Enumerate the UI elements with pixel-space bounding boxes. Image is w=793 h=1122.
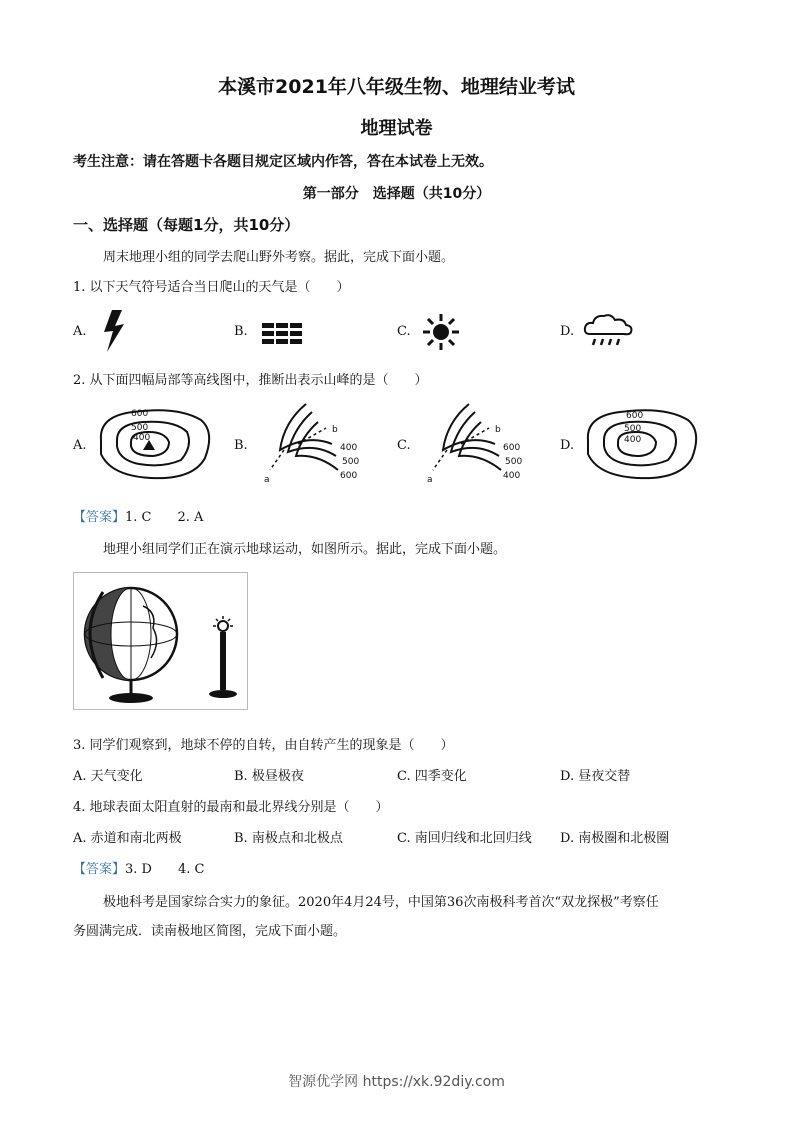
group2-intro: 地理小组同学们正在演示地球运动，如图所示。据此，完成下面小题。 (103, 542, 507, 557)
q1-option-a: A. (73, 324, 87, 339)
contour-map-b (254, 400, 364, 486)
contour-label: 400 (133, 433, 151, 443)
group1-intro: 周末地理小组的同学去爬山野外考察。据此，完成下面小题。 (103, 250, 455, 265)
exam-title: 本溪市2021年八年级生物、地理结业考试 (218, 76, 575, 98)
svg-text:500: 500 (505, 457, 523, 467)
q4-option-c: C. 南回归线和北回归线 (397, 831, 532, 846)
answer-tag: 【答案】 (73, 862, 126, 877)
answer-text: 3. D 4. C (125, 862, 205, 877)
answer-3-4 (73, 858, 204, 877)
q4-stem: 4. 地球表面太阳直射的最南和最北界线分别是（ ） (73, 800, 389, 815)
answer-tag: 【答案】 (73, 510, 126, 525)
exam-subtitle: 地理试卷 (360, 118, 433, 139)
q2-option-d: D. (560, 438, 575, 453)
sun-icon (421, 312, 461, 352)
svg-text:400: 400 (624, 435, 642, 445)
section-heading: 一、选择题（每题1分，共10分） (73, 216, 300, 234)
q2-option-b: B. (234, 438, 248, 453)
q1-option-c: C. (397, 324, 411, 339)
svg-text:b: b (495, 425, 501, 435)
q2-stem: 2. 从下面四幅局部等高线图中，推断出表示山峰的是（ ） (73, 373, 428, 388)
q1-stem: 1. 以下天气符号适合当日爬山的天气是（ ） (73, 280, 350, 295)
q4-option-b: B. 南极点和北极点 (234, 831, 343, 846)
part-heading: 第一部分 选择题（共10分） (302, 186, 491, 202)
answer-1-2 (73, 506, 203, 525)
contour-label: 600 (131, 409, 149, 419)
group3-intro-line1: 极地科考是国家综合实力的象征。2020年4月24号，中国第36次南极科考首次“双龙探极”考察任 (103, 895, 659, 910)
contour-label: 500 (131, 423, 149, 433)
q4-option-a: A. 赤道和南北两极 (73, 831, 182, 846)
q1-option-d: D. (560, 324, 575, 339)
svg-text:500: 500 (624, 424, 642, 434)
q1-option-b: B. (234, 324, 248, 339)
lightning-icon (100, 310, 128, 352)
svg-text:600: 600 (340, 471, 358, 481)
group3-intro-line2: 务圆满完成．读南极地区简图，完成下面小题。 (73, 924, 347, 939)
contour-map-c (417, 400, 527, 486)
svg-text:400: 400 (503, 471, 521, 481)
q2-option-a: A. (73, 438, 87, 453)
q3-option-a: A. 天气变化 (73, 769, 143, 784)
fog-icon (260, 321, 304, 345)
svg-text:600: 600 (626, 411, 644, 421)
svg-text:a: a (264, 475, 270, 485)
q3-option-c: C. 四季变化 (397, 769, 467, 784)
svg-text:a: a (427, 475, 433, 485)
q3-stem: 3. 同学们观察到，地球不停的自转，由自转产生的现象是（ ） (73, 738, 454, 753)
globe-demo-figure (73, 572, 248, 710)
svg-text:b: b (332, 425, 338, 435)
q2-option-c: C. (397, 438, 411, 453)
contour-map-a (93, 402, 215, 484)
q3-option-b: B. 极昼极夜 (234, 769, 304, 784)
footer-watermark: 智源优学网 https://xk.92diy.com (288, 1074, 505, 1090)
q3-option-d: D. 昼夜交替 (560, 769, 631, 784)
answer-text: 1. C 2. A (125, 510, 204, 525)
svg-text:400: 400 (340, 443, 358, 453)
contour-map-d (580, 402, 702, 484)
rain-cloud-icon (582, 312, 634, 352)
svg-text:600: 600 (503, 443, 521, 453)
candidate-notice: 考生注意：请在答题卡各题目规定区域内作答，答在本试卷上无效。 (73, 154, 493, 170)
q4-option-d: D. 南极圈和北极圈 (560, 831, 670, 846)
svg-text:500: 500 (342, 457, 360, 467)
